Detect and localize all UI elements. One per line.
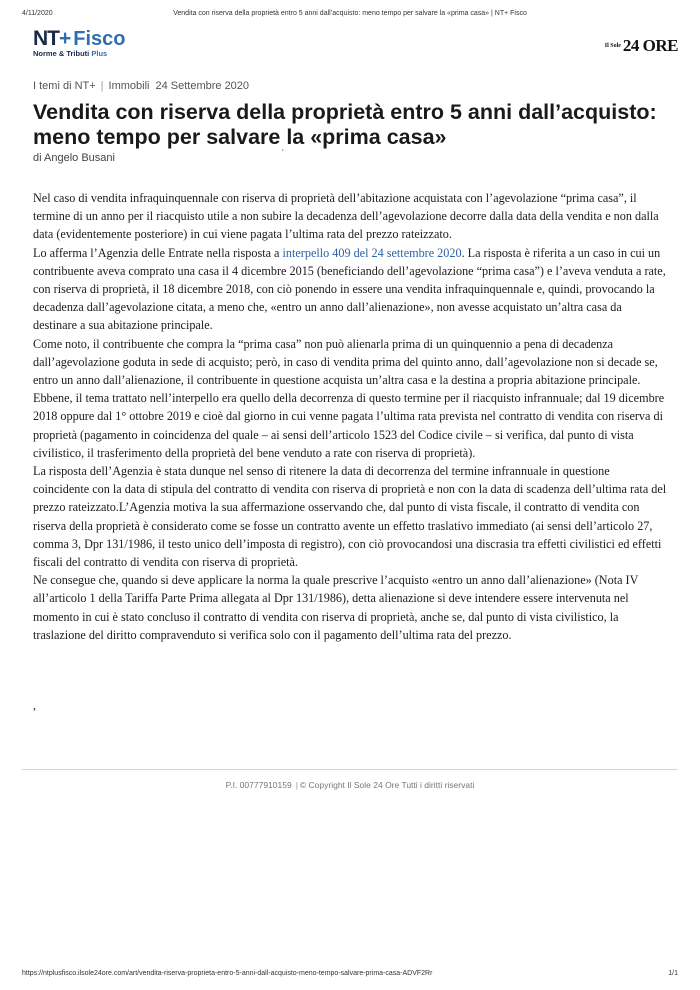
footer-bar: | (295, 780, 298, 790)
paragraph-3: Come noto, il contribuente che compra la “prima casa” non può alienarla prima di un quinquennio a pena di decadenza dall’agevolazione goduta in sede di acquisto; però, in caso di vendita prima del quinto anno, dall’agevolazione non si decade se, entro un anno dall’alienazione, il contribuente in questione acquista un’altra casa e la destina a propria abitazione principale. (33, 336, 658, 388)
print-url: https://ntplusfisco.ilsole24ore.com/art/vendita-riserva-proprieta-entro-5-anni-dall-acquisto-meno-tempo-salvare-prima-casa-ADVF2Rr (22, 970, 433, 977)
article-author: di Angelo Busani (33, 152, 115, 164)
trailing-mark: , (33, 698, 36, 712)
paragraph-5: La risposta dell’Agenzia è stata dunque nel senso di ritenere la data di decorrenza del termine infrannuale in questione coincidente con la data di stipula del contratto di vendita con riserva di proprietà e non con la data di scadenza dell’ultima rata del prezzo rateizzato.L’Agenzia motiva la sua affermazione osservando che, dal punto di vista fiscale, il contratto di vendita con riserva della proprietà è considerato come se fosse un contratto avente un effetto traslativo immediato (ai sensi dell’articolo 27, comma 3, Dpr 131/1986, il testo unico dell’imposta di registro), con ciò provocandosi una discrasia tra effetti civilistici ed effetti fiscali del contratto di vendita con riserva di proprietà. (33, 464, 667, 570)
footer-copyright (0, 780, 700, 790)
footer-divider (22, 769, 678, 770)
article-title: Vendita con riserva della proprietà entro 5 anni dall’acquisto: meno tempo per salvare la «prima casa» (33, 100, 657, 149)
footer-copyright-text: © Copyright Il Sole 24 Ore Tutti i diritti riservati (299, 780, 475, 790)
category-link[interactable]: Immobili (108, 80, 150, 92)
logo-sub-plus: Plus (91, 49, 108, 58)
paragraph-2-end: . La risposta è riferita a un caso in cui un contribuente aveva comprato una casa il 4 dicembre 2015 (beneficiando dell’agevolazione “prima casa”) e l’aveva venduta a rate, con riserva di proprietà, il 18 dicembre 2018, con ciò ponendo in essere una vendita infraquinquennale e, quindi, provocando la decadenza dall’agevolazione citata, a meno che, «entro un anno dall’alienazione», non avesse acquistato un’altra casa da destinare a sua abitazione principale. (33, 245, 666, 333)
logo-subtitle (33, 49, 126, 58)
stray-mark: ‘ (282, 148, 284, 157)
logo-sub-main: Norme & Tributi (33, 49, 90, 58)
paragraph-6: Ne consegue che, quando si deve applicare la norma la quale prescrive l’acquisto «entro un anno dall’alienazione» (Nota IV all’articolo 1 della Tariffa Parte Prima allegata al Dpr 131/1986), detta alienazione si deve intendere essere intervenuta nel momento in cui è stato concluso il contratto di vendita con riserva di proprietà, anche se, dal punto di vista civilistico, la traslazione del diritto compravenduto si verifica solo con il pagamento dell’ultima rata del prezzo. (33, 573, 639, 642)
print-header (22, 10, 678, 17)
paragraph-4: Ebbene, il tema trattato nell’interpello era quello della decorrenza di questo termine per il riacquisto infrannuale; dal 19 dicembre 2018 oppure dal 1° ottobre 2019 e cioè dal giorno in cui venne pagata l’ultima rata prevista nel contratto di vendita con riserva di proprietà (pagamento in coincidenza del quale – ai sensi dell’articolo 1523 del Codice civile – si verifica, dal punto di vista civilistico, il trasferimento della proprietà del bene venduto a rate con riserva di proprietà). (33, 391, 665, 460)
section-link[interactable]: I temi di NT+ (33, 80, 96, 92)
paragraph-2-start: Lo afferma l’Agenzia delle Entrate nella risposta a (33, 245, 283, 260)
paragraph-2 (33, 244, 668, 335)
sole-24-ore-logo[interactable] (605, 36, 678, 56)
logo-plus: + (59, 27, 71, 50)
print-title: Vendita con riserva della proprietà entro 5 anni dall’acquisto: meno tempo per salvare la «prima casa» | NT+ Fisco (173, 10, 527, 17)
footer-piva: P.I. 00777910159 (225, 780, 292, 790)
print-page: 1/1 (668, 970, 678, 977)
paragraph-1: Nel caso di vendita infraquinquennale con riserva di proprietà dell’abitazione acquistata con l’agevolazione “prima casa”, il termine di un anno per il riacquisto utile a non subire la decadenza dell’agevolazione decorre dalla data della vendita e non dalla data (evidentemente posteriore) in cui viene pagata l’ultima rata del prezzo rateizzato. (33, 191, 659, 242)
sole-logo-name: 24 ORE (622, 36, 678, 55)
print-footer (22, 970, 678, 977)
interpello-link[interactable]: interpello 409 del 24 settembre 2020 (282, 245, 462, 260)
sole-logo-il: Il Sole (604, 43, 621, 49)
logo-nt: NT (33, 27, 59, 50)
article-body (33, 189, 668, 644)
print-date: 4/11/2020 (22, 10, 53, 17)
meta-separator: | (100, 80, 104, 92)
article-date: 24 Settembre 2020 (155, 80, 250, 92)
nt-fisco-logo[interactable] (33, 29, 126, 59)
article-meta (33, 80, 249, 92)
logo-fisco: Fisco (73, 28, 126, 50)
